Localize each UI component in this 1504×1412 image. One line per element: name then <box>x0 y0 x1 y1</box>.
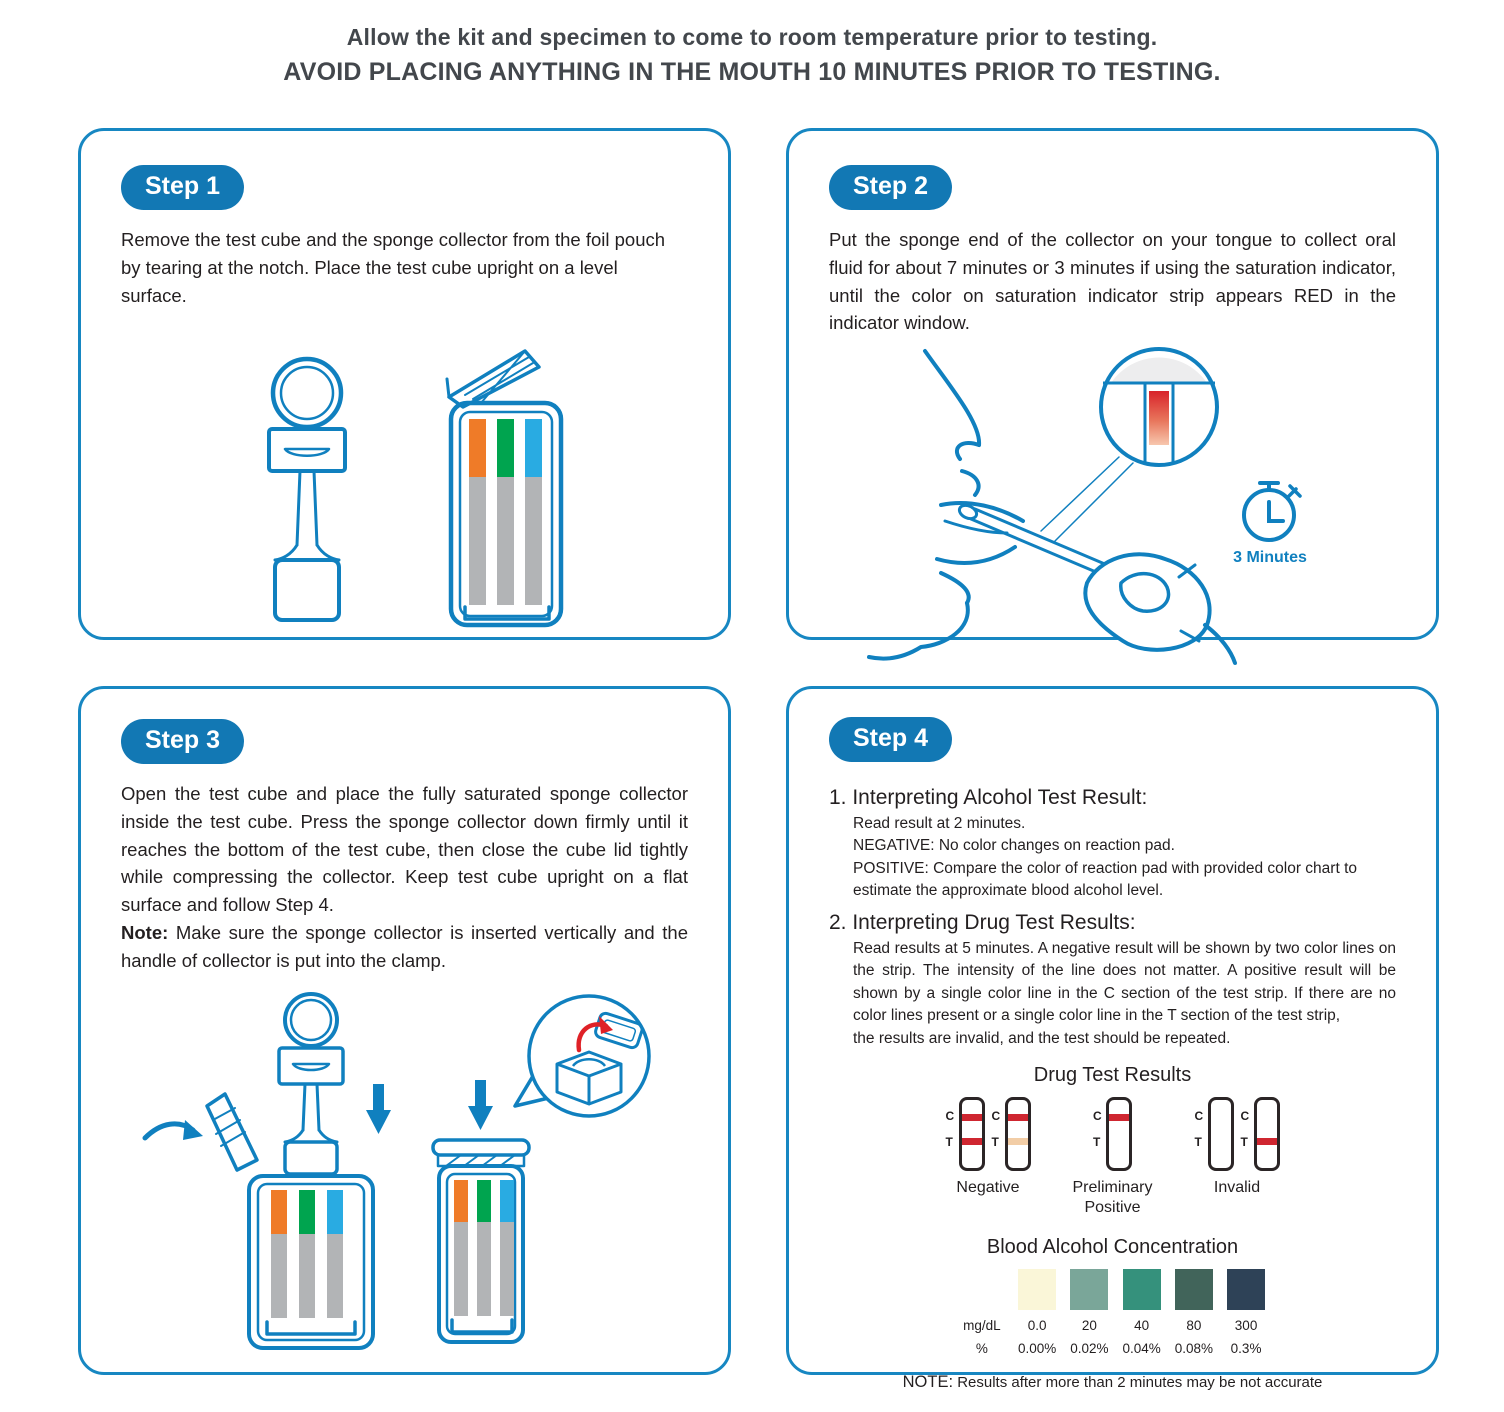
preliminary-positive-group <box>1061 1097 1165 1218</box>
drug-test-strips <box>829 1097 1396 1218</box>
step3-badge: Step 3 <box>121 719 244 764</box>
preliminary-positive-label: Preliminary Positive <box>1072 1179 1153 1217</box>
header-line2: AVOID PLACING ANYTHING IN THE MOUTH 10 MINUTES PRIOR TO TESTING. <box>283 58 1221 86</box>
step3-body-text: Open the test cube and place the fully saturated sponge collector inside the test cube. Press the sponge collector down firmly until it reaches the bottom of the test cube, then close the cube lid tightly while compressing the collector. Keep test cube upright on a flat surface and follow Step 4. <box>121 783 688 915</box>
bac-pct-value: 0.02% <box>1070 1340 1109 1356</box>
bac-unit-mgdl: mg/dL <box>963 1318 1001 1334</box>
bac-swatch-col <box>1070 1269 1108 1355</box>
t-label: T <box>1194 1135 1202 1150</box>
bac-swatch <box>1227 1269 1265 1310</box>
collector-and-cube-illustration <box>121 337 692 637</box>
bac-pct-value: 0.3% <box>1230 1340 1262 1356</box>
bac-swatch <box>1018 1269 1056 1310</box>
insert-collector-illustration <box>121 988 692 1360</box>
strip-preliminary-positive <box>1093 1097 1132 1171</box>
bac-swatch <box>1123 1269 1161 1310</box>
t-label: T <box>991 1135 999 1150</box>
c-label: C <box>1093 1109 1102 1124</box>
timer-duration-label: 3 Minutes <box>1233 549 1307 566</box>
drug-test-results-title: Drug Test Results <box>1033 1064 1192 1087</box>
c-label: C <box>991 1109 1001 1124</box>
tongue-collection-illustration <box>829 345 1400 637</box>
bac-pct-value: 0.00% <box>1017 1340 1057 1356</box>
step3-panel <box>78 686 731 1375</box>
step1-instructions: Remove the test cube and the sponge collector from the foil pouch by tearing at the notch. Place the test cube upright on a level surface. <box>121 229 666 306</box>
bac-note-label: NOTE: <box>902 1373 954 1392</box>
step2-illustration <box>829 345 1400 637</box>
bac-note <box>829 1373 1396 1392</box>
c-label: C <box>1240 1109 1250 1124</box>
bac-mgdl-value: 0.0 <box>1027 1318 1047 1334</box>
strip-negative-faint <box>992 1097 1031 1171</box>
page-header <box>0 24 1504 87</box>
bac-swatch-col <box>1018 1269 1056 1355</box>
negative-group <box>946 1097 1031 1198</box>
bac-swatch <box>1175 1269 1213 1310</box>
step3-note-text: Make sure the sponge collector is inserted vertically and the handle of collector is put into the clamp. <box>121 921 688 971</box>
step2-panel <box>786 128 1439 640</box>
invalid-label: Invalid <box>1213 1179 1261 1197</box>
magnifier-circle <box>1101 349 1217 465</box>
strip-negative-strong <box>946 1097 985 1171</box>
bac-swatch-col <box>1123 1269 1161 1355</box>
bac-swatch <box>1070 1269 1108 1310</box>
bac-swatch-col <box>1227 1269 1265 1355</box>
stopwatch-icon <box>1244 483 1300 540</box>
step1-panel <box>78 128 731 640</box>
drug-result-last-line: the results are invalid, and the test should be repeated. <box>853 1029 1231 1047</box>
bac-unit-pct: % <box>975 1340 988 1356</box>
alcohol-result-line2: NEGATIVE: No color changes on reaction pad. <box>853 837 1175 855</box>
bac-mgdl-value: 40 <box>1134 1318 1150 1334</box>
c-label: C <box>945 1109 955 1124</box>
step3-instructions <box>121 780 688 974</box>
t-label: T <box>1093 1135 1101 1150</box>
bac-note-text: Results after more than 2 minutes may be not accurate <box>953 1374 1323 1392</box>
bac-mgdl-value: 20 <box>1081 1318 1097 1334</box>
bac-title: Blood Alcohol Concentration <box>986 1236 1239 1259</box>
step4-badge: Step 4 <box>829 717 952 762</box>
step2-instructions: Put the sponge end of the collector on your tongue to collect oral fluid for about 7 minutes or 3 minutes if using the saturation indicator, until the color on saturation indicator strip appears RED in the indicator window. <box>829 229 1396 334</box>
drug-result-heading: 2. Interpreting Drug Test Results: <box>829 910 1136 934</box>
bac-mgdl-value: 300 <box>1234 1318 1258 1334</box>
drug-result-paragraph: Read results at 5 minutes. A negative result will be shown by two color lines on the strip. The intensity of the line does not matter. A positive result will be shown by a single color line in the C section of the test strip. If there are no color lines present or a single color line in the T section of the test strip, <box>853 939 1396 1025</box>
bac-pct-value: 0.08% <box>1174 1340 1214 1356</box>
bac-swatch-col <box>1175 1269 1213 1355</box>
bac-color-chart <box>829 1269 1396 1355</box>
down-arrow-icon <box>366 1080 493 1134</box>
t-label: T <box>1240 1135 1248 1150</box>
bac-units-column <box>960 1269 1004 1355</box>
alcohol-result-heading: 1. Interpreting Alcohol Test Result: <box>829 786 1148 809</box>
bac-mgdl-value: 80 <box>1186 1318 1202 1334</box>
step2-badge: Step 2 <box>829 165 952 210</box>
negative-label: Negative <box>956 1179 1020 1197</box>
strip-invalid-t-only <box>1241 1097 1280 1171</box>
step3-note-label: Note: <box>121 921 169 943</box>
alcohol-result-line1: Read result at 2 minutes. <box>853 815 1026 832</box>
header-line1: Allow the kit and specimen to come to room temperature prior to testing. <box>346 24 1158 50</box>
invalid-group <box>1195 1097 1280 1198</box>
close-lid-inset <box>515 996 649 1116</box>
alcohol-result-line3: POSITIVE: Compare the color of reaction pad with provided color chart to estimate the approximate blood alcohol level. <box>853 859 1357 900</box>
strip-invalid-no-lines <box>1195 1097 1234 1171</box>
t-label: T <box>945 1135 953 1150</box>
bac-pct-value: 0.04% <box>1122 1340 1161 1356</box>
step1-badge: Step 1 <box>121 165 244 210</box>
step4-panel <box>786 686 1439 1392</box>
c-label: C <box>1194 1109 1204 1124</box>
